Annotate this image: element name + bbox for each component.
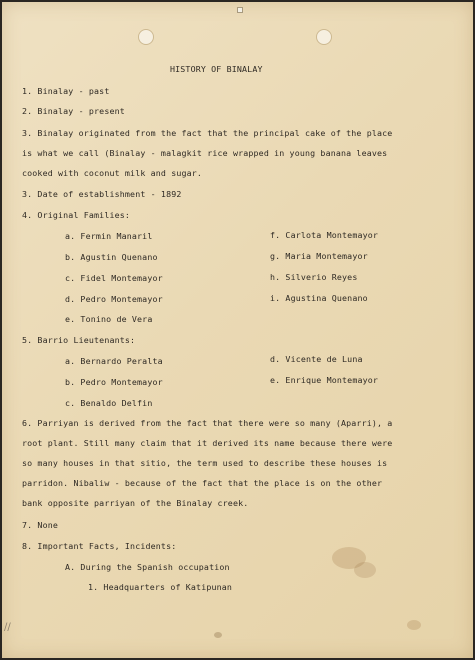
item-5-heading: 5. Barrio Lieutenants:: [22, 335, 136, 345]
stain: [214, 632, 222, 638]
item-7: 7. None: [22, 520, 59, 530]
item-8-a-1: 1. Headquarters of Katipunan: [88, 582, 233, 592]
lieutenant-item: e. Enrique Montemayor: [270, 375, 379, 385]
item-6-line: root plant. Still many claim that it derived its name because there were: [22, 438, 393, 448]
item-8-heading: 8. Important Facts, Incidents:: [22, 541, 177, 551]
item-1: 1. Binalay - past: [22, 86, 110, 96]
family-item: a. Fermin Manaril: [65, 231, 153, 241]
family-item: c. Fidel Montemayor: [65, 273, 163, 283]
stain: [407, 620, 421, 630]
punch-hole-right: [316, 29, 332, 45]
item-6-line: so many houses in that sitio, the term used to describe these houses is: [22, 458, 388, 468]
margin-mark: //: [4, 622, 11, 633]
family-item: g. Maria Montemayor: [270, 251, 368, 261]
family-item: b. Agustin Quenano: [65, 252, 158, 262]
lieutenant-item: a. Bernardo Peralta: [65, 356, 163, 366]
lieutenant-item: c. Benaldo Delfin: [65, 398, 153, 408]
lieutenant-item: b. Pedro Montemayor: [65, 377, 163, 387]
item-8-a: A. During the Spanish occupation: [65, 562, 230, 572]
item-3-line: cooked with coconut milk and sugar.: [22, 168, 203, 178]
item-4-heading: 4. Original Families:: [22, 210, 131, 220]
item-6-line: bank opposite parriyan of the Binalay creek.: [22, 498, 249, 508]
item-3-date: 3. Date of establishment - 1892: [22, 189, 182, 199]
item-3-line: is what we call (Binalay - malagkit rice wrapped in young banana leaves: [22, 148, 388, 158]
item-6-line: 6. Parriyan is derived from the fact that there were so many (Aparri), a: [22, 418, 393, 428]
family-item: i. Agustina Quenano: [270, 293, 368, 303]
document-page: [2, 2, 473, 658]
family-item: d. Pedro Montemayor: [65, 294, 163, 304]
item-3-line: 3. Binalay originated from the fact that the principal cake of the place: [22, 128, 393, 138]
stain: [354, 562, 376, 578]
document-title: HISTORY OF BINALAY: [170, 64, 263, 74]
family-item: f. Carlota Montemayor: [270, 230, 379, 240]
family-item: h. Silverio Reyes: [270, 272, 358, 282]
item-2: 2. Binalay - present: [22, 106, 125, 116]
punch-hole-left: [138, 29, 154, 45]
staple-mark: [237, 7, 243, 13]
lieutenant-item: d. Vicente de Luna: [270, 354, 363, 364]
family-item: e. Tonino de Vera: [65, 314, 153, 324]
item-6-line: parridon. Nibaliw - because of the fact that the place is on the other: [22, 478, 383, 488]
